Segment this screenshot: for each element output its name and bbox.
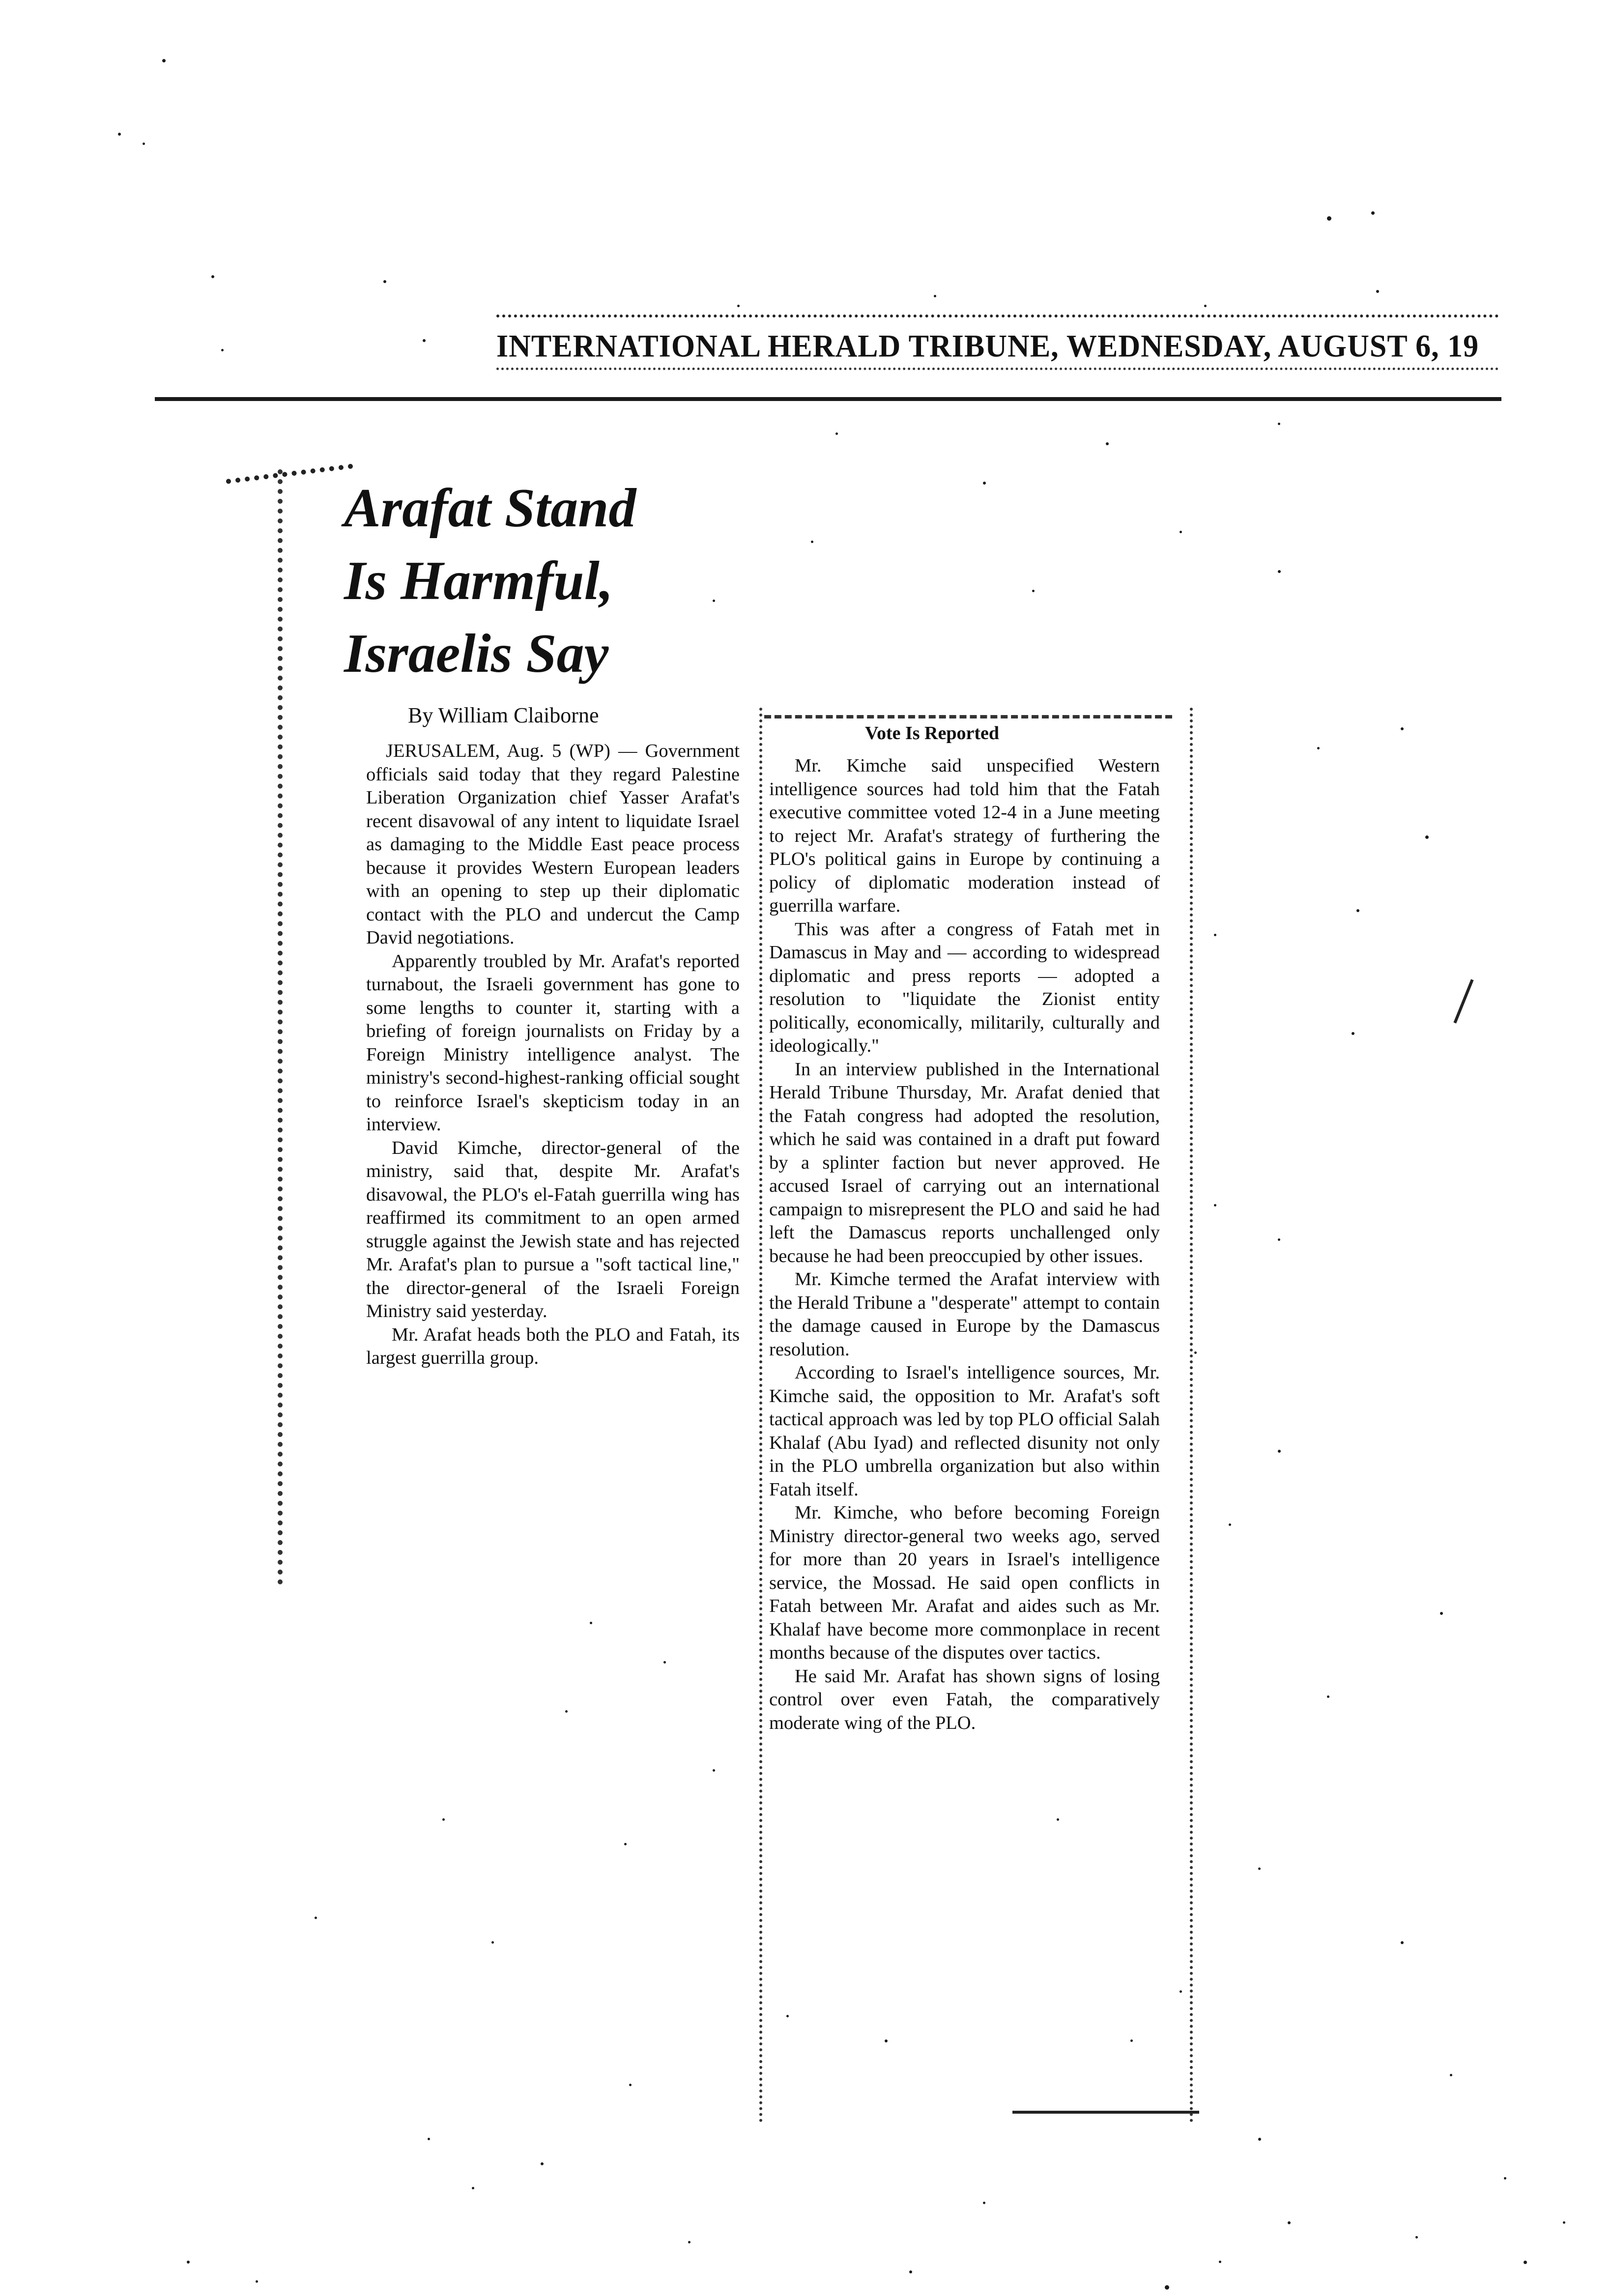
scan-speck xyxy=(1504,2177,1506,2180)
headline-line-3: Israelis Say xyxy=(344,623,609,684)
masthead-rule xyxy=(155,397,1501,401)
scan-speck xyxy=(541,2162,544,2165)
right-paragraph-7: He said Mr. Arafat has shown signs of losing control over even Fatah, the comparatively moderate wing of the PLO. xyxy=(769,1665,1160,1733)
scan-speck xyxy=(1317,747,1320,749)
scan-speck xyxy=(428,2138,430,2140)
article-byline: By William Claiborne xyxy=(408,703,599,727)
scan-speck xyxy=(118,133,121,136)
scan-speck xyxy=(1356,909,1359,912)
scan-speck xyxy=(1258,1867,1261,1870)
scan-speck xyxy=(187,2261,190,2264)
scan-speck xyxy=(143,143,145,145)
scan-speck xyxy=(1258,2138,1261,2141)
right-paragraph-1: Mr. Kimche said unspecified Western intelligence sources had told him that the Fatah executive committee voted 12-4 in a June meeting to reject Mr. Arafat's strategy of furthering the PLO's political gains in Europe by continuing a policy of diplomatic moderation instead of guerrilla warfare. xyxy=(769,755,1160,916)
scan-speck xyxy=(1229,1523,1231,1526)
headline-line-1: Arafat Stand xyxy=(344,478,636,539)
scan-speck xyxy=(629,2084,632,2086)
right-paragraph-4: Mr. Kimche termed the Arafat interview with the Herald Tribune a "desperate" attempt to contain the damage caused in Europe by the Damascus resolution. xyxy=(769,1269,1160,1360)
scan-speck xyxy=(1219,2261,1221,2263)
scan-speck xyxy=(1106,442,1109,445)
scan-speck xyxy=(1401,727,1404,730)
scan-speck xyxy=(1165,2285,1169,2290)
scan-speck xyxy=(1524,2261,1527,2264)
left-paragraph-3: David Kimche, director-general of the ministry, said that, despite Mr. Arafat's disavowal, the PLO's el-Fatah guerrilla wing has reaffirmed its commitment to an open armed struggle against the Jewish state and has rejected Mr. Arafat's plan to pursue a "soft tactical line," the director-general of the Israeli Foreign Ministry said yesterday. xyxy=(366,1137,740,1321)
scan-speck xyxy=(713,1769,715,1772)
scan-speck xyxy=(624,1843,627,1845)
scan-speck xyxy=(442,1818,445,1821)
scan-speck xyxy=(472,2187,474,2189)
scan-speck xyxy=(1180,531,1182,533)
masthead-bottom-border xyxy=(496,368,1499,370)
scan-speck xyxy=(1278,423,1280,425)
scan-speck xyxy=(1278,1238,1280,1241)
right-column-text xyxy=(769,754,1160,1735)
left-paragraph-1: JERUSALEM, Aug. 5 (WP) — Government officials said today that they regard Palestine Liberation Organization chief Yasser Arafat's recent disavowal of any intent to liquidate Israel as damaging to the Middle East peace process because it provides Western European leaders with an opening to step up their diplomatic contact with the PLO and undercut the Camp David negotiations. xyxy=(366,741,740,948)
scan-speck xyxy=(315,1917,317,1919)
section-subhead: Vote Is Reported xyxy=(865,723,1000,744)
scan-speck xyxy=(983,482,986,485)
scan-speck xyxy=(1278,1450,1281,1453)
scan-speck xyxy=(211,275,214,278)
right-paragraph-2: This was after a congress of Fatah met in Damascus in May and — according to widespread diplomatic and press reports — adopted a resolution to "liquidate the Zionist entity politically, economically, militarily, culturally and ideologically." xyxy=(769,918,1160,1056)
right-paragraph-6: Mr. Kimche, who before becoming Foreign Ministry director-general two weeks ago, served for more than 20 years in Israel's intelligence service, the Mossad. He said open conflicts in Fatah between Mr. Arafat and aides such as Mr. Khalaf have become more commonplace in recent months because of the disputes over tactics. xyxy=(769,1502,1160,1663)
right-column-top-border xyxy=(764,715,1172,718)
scan-speck xyxy=(1214,934,1216,936)
scan-speck xyxy=(256,2280,258,2283)
scan-speck xyxy=(590,1622,592,1624)
left-paragraph-4: Mr. Arafat heads both the PLO and Fatah, its largest guerrilla group. xyxy=(366,1324,740,1368)
scan-speck xyxy=(1194,1351,1197,1354)
scan-speck xyxy=(688,2241,691,2243)
scan-speck xyxy=(983,2202,985,2204)
left-paragraph-2: Apparently troubled by Mr. Arafat's reported turnabout, the Israeli government has gone to some lengths to counter it, starting with a briefing of foreign journalists on Friday by a Foreign Ministry intelligence analyst. The ministry's second-highest-ranking official sought to reinforce Israel's skepticism today in an interview. xyxy=(366,950,740,1135)
scan-speck xyxy=(221,349,224,351)
scan-speck xyxy=(1415,2236,1418,2239)
scan-speck xyxy=(1278,570,1281,573)
scan-speck xyxy=(663,1661,666,1664)
scan-speck xyxy=(835,432,838,435)
scan-speck xyxy=(1371,211,1375,215)
scan-speck xyxy=(1032,590,1035,592)
scan-speck xyxy=(1288,2221,1291,2224)
scan-speck xyxy=(1450,2074,1452,2076)
scan-speck xyxy=(1204,305,1207,307)
scan-speck xyxy=(909,2270,912,2273)
scan-speck xyxy=(1327,216,1331,221)
scan-speck xyxy=(1440,1612,1443,1615)
right-column-bottom-rule xyxy=(1012,2111,1199,2114)
scan-speck xyxy=(811,541,813,543)
scan-speck xyxy=(1376,290,1379,293)
scan-speck xyxy=(1352,1032,1354,1035)
scan-speck xyxy=(1563,2221,1565,2224)
scan-speck xyxy=(934,295,936,297)
newspaper-masthead xyxy=(496,315,1504,373)
scan-speck xyxy=(1214,1204,1216,1206)
right-paragraph-3: In an interview published in the International Herald Tribune Thursday, Mr. Arafat denied that the Fatah congress had adopted the resolution, which he said was contained in a draft put foward by a splinter faction but never approved. He accused Israel of carrying out an international campaign to misrepresent the PLO and said he had left the Damascus reports unchallenged only because he had been preoccupied by other issues. xyxy=(769,1059,1160,1266)
scan-speck xyxy=(1425,835,1429,839)
left-column-text xyxy=(366,740,740,1370)
masthead-top-border xyxy=(496,315,1499,324)
stray-pen-mark xyxy=(1453,979,1473,1023)
scan-speck xyxy=(423,339,426,342)
scan-speck xyxy=(565,1710,568,1713)
scan-speck xyxy=(1327,1695,1329,1698)
scan-speck xyxy=(162,59,166,62)
article-headline xyxy=(344,472,737,690)
scan-speck xyxy=(1401,1941,1404,1944)
masthead-text: INTERNATIONAL HERALD TRIBUNE, WEDNESDAY, AUGUST 6, 19 xyxy=(496,329,1479,364)
headline-line-2: Is Harmful, xyxy=(344,550,613,611)
scan-speck xyxy=(491,1941,494,1944)
right-paragraph-5: According to Israel's intelligence sources, Mr. Kimche said, the opposition to Mr. Arafat's soft tactical approach was led by top PLO official Salah Khalaf (Abu Iyad) and reflected disunity not only in the PLO umbrella organization but also within Fatah itself. xyxy=(769,1362,1160,1500)
scan-speck xyxy=(383,280,386,283)
scan-speck xyxy=(737,305,740,307)
